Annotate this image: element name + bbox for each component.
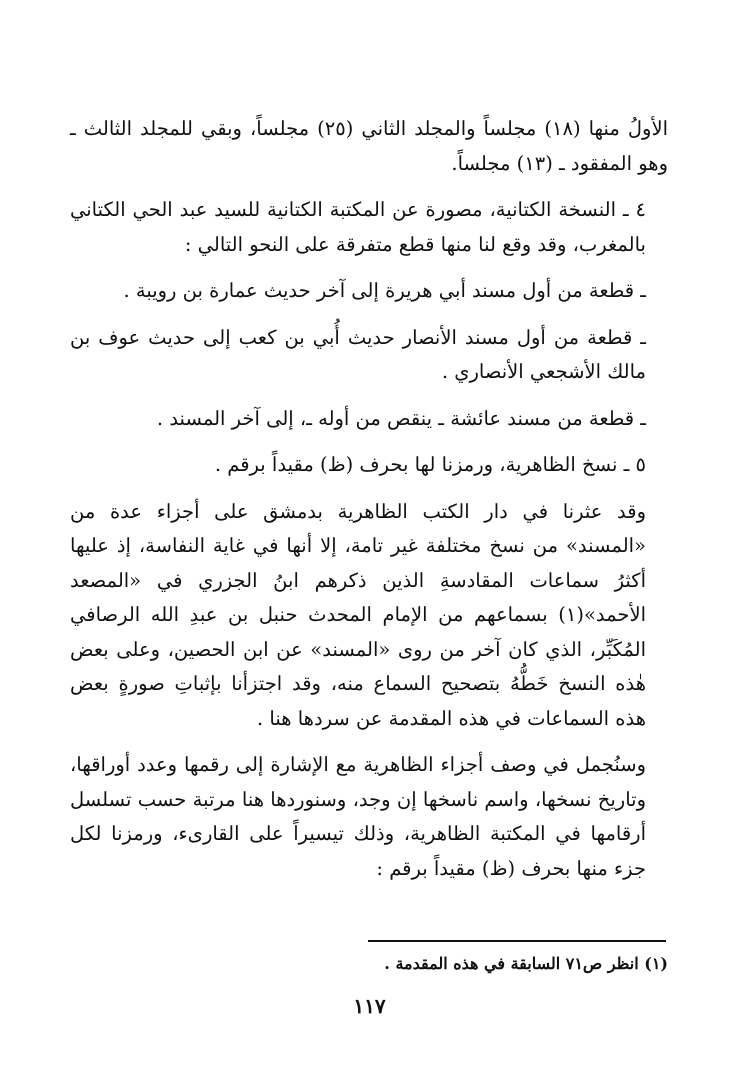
paragraph-description: وسنُجمل في وصف أجزاء الظاهرية مع الإشارة إلى رقمها وعدد أوراقها، وتاريخ نسخها، واسم ناسخها إن وجد، وسنوردها هنا مرتبة حسب تسلسل أرقامها في المكتبة الظاهرية، وذلك تيسيراً على القارىء، ورمزنا لكل جزء منها بحرف (ظ) مقيداً برقم : [70, 753, 646, 880]
list-item-fragment-3: ـ قطعة من مسند عائشة ـ ينقص من أوله ـ، إلى آخر المسند . [156, 406, 646, 430]
paragraph-continuation: الأولُ منها (١٨) مجلساً والمجلد الثاني (٢٥) مجلساً، وبقي للمجلد الثالث ـ وهو المفقود ـ (١٣) مجلساً. [70, 117, 669, 175]
list-item-fragment-2: ـ قطعة من أول مسند الأنصار حديث أُبي بن كعب إلى حديث عوف بن مالك الأشجعي الأنصاري . [70, 325, 646, 383]
body-text [70, 112, 668, 886]
paragraph-zahiriyya: وقد عثرنا في دار الكتب الظاهرية بدمشق على أجزاء عدة من «المسند» من نسخ مختلفة غير تامة، إلا أنها في غاية النفاسة، إذ عليها أكثرُ سماعات المقادسةِ الذين ذكرهم ابنُ الجزري في «المصعد الأحمد»(١) بسماعهم من الإمام المحدث حنبل بن عبدِ الله الرصافي المُكَبِّر، الذي كان آخر من روى «المسند» عن ابن الحصين، وعلى بعض هٰذه النسخ خَطُّهُ بتصحيح السماع منه، وقد اجتزأنا بإثباتِ صورةٍ بعض هذه السماعات في هذه المقدمة عن سردها هنا . [70, 499, 646, 730]
paragraph-item-5: ٥ ـ نسخ الظاهرية، ورمزنا لها بحرف (ظ) مقيداً برقم . [214, 453, 646, 476]
footnote: (١) انظر ص٧١ السابقة في هذه المقدمة . [384, 954, 668, 973]
paragraph-item-4: ٤ ـ النسخة الكتانية، مصورة عن المكتبة الكتانية للسيد عبد الحي الكتاني بالمغرب، وقد وقع لنا منها قطع متفرقة على النحو التالي : [70, 198, 646, 256]
list-item-fragment-1: ـ قطعة من أول مسند أبي هريرة إلى آخر حديث عمارة بن رويبة . [123, 279, 646, 302]
page-number: ١١٧ [353, 994, 386, 1018]
footnote-divider [368, 940, 666, 942]
